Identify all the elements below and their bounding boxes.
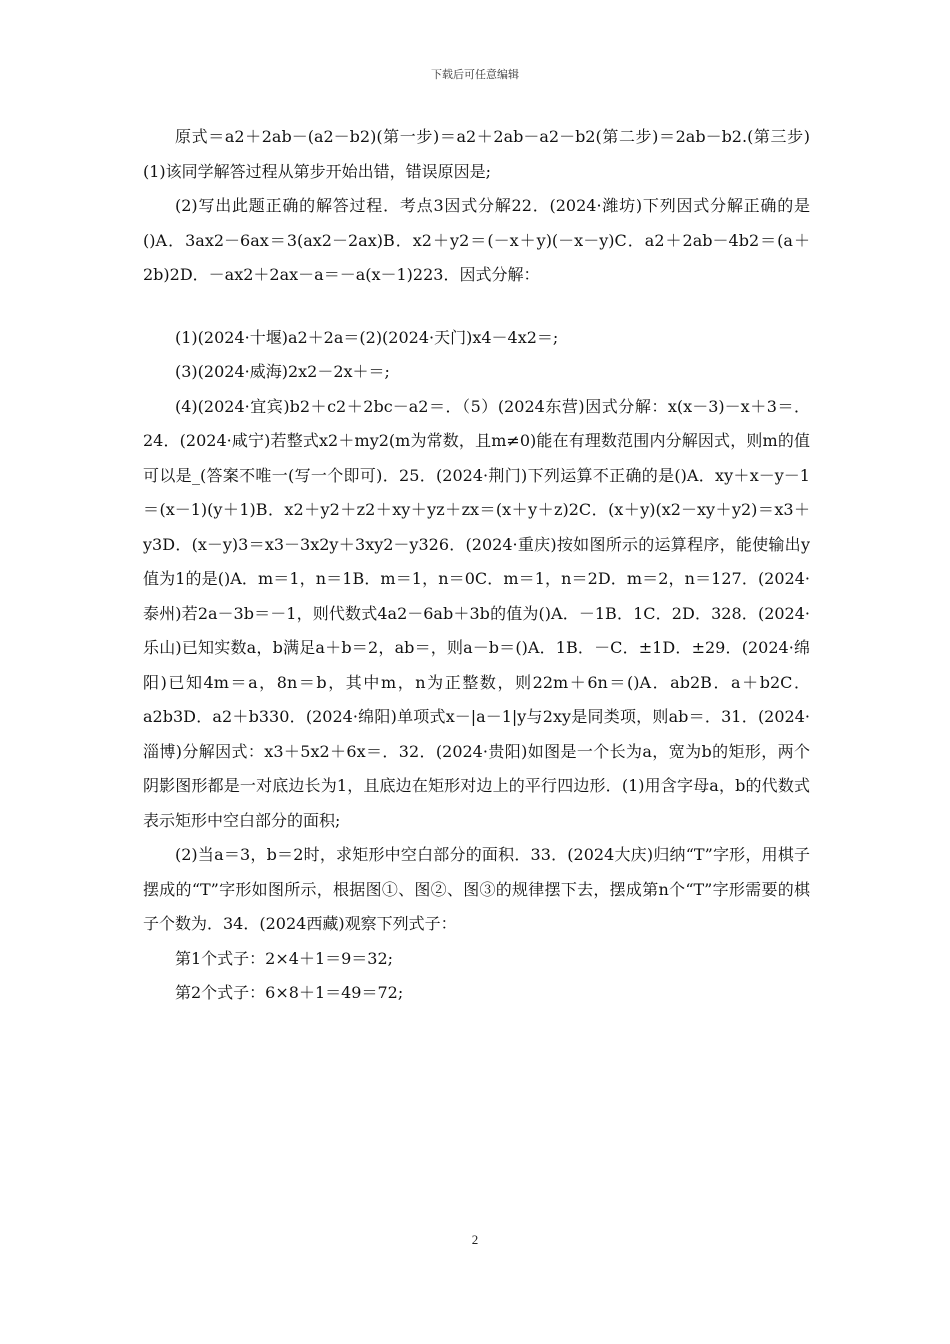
paragraph: 第1个式子：2×4＋1＝9＝32; (175, 948, 394, 968)
page-header: 下载后可任意编辑 (431, 68, 519, 81)
paragraph: (2)当a＝3，b＝2时，求矩形中空白部分的面积．33．(2024大庆)归纳“T”字形，用棋子摆成的“T”字形如图所示，根据图①、图②、图③的规律摆下去，摆成第n个“T”字形需要的棋子个数为．34．(2024西藏)观察下列式子： (143, 845, 810, 933)
document-body (143, 120, 810, 1011)
paragraph: (4)(2024·宜宾)b2＋c2＋2bc－a2＝．（5）(2024东营)因式分解：x(x－3)－x＋3＝．24．(2024·咸宁)若整式x2＋my2(m为常数，且m≠0)能在有理数范围内分解因式，则m的值可以是_(答案不唯一(写一个即可)．25．(2024·荆门)下列运算不正确的是()A．xy＋x－y－1＝(x－1)(y＋1)B．x2＋y2＋z2＋xy＋yz＋zx＝(x＋y＋z)2C．(x＋y)(x2－xy＋y2)＝x3＋y3D．(x－y)3＝x3－3x2y＋3xy2－y326．(2024·重庆)按如图所示的运算程序，能使输出y值为1的是()A．m＝1，n＝1B．m＝1，n＝0C．m＝1，n＝2D．m＝2，n＝127．(2024·泰州)若2a－3b＝－1，则代数式4a2－6ab＋3b的值为()A．－1B．1C．2D．328．(2024·乐山)已知实数a，b满足a＋b＝2，ab＝，则a－b＝()A．1B．－C．±1D．±29．(2024·绵阳)已知4m＝a，8n＝b，其中m，n为正整数，则22m＋6n＝()A．ab2B．a＋b2C．a2b3D．a2＋b330．(2024·绵阳)单项式x－|a－1|y与2xy是同类项，则ab＝．31．(2024·淄博)分解因式：x3＋5x2＋6x＝．32．(2024·贵阳)如图是一个长为a，宽为b的矩形，两个阴影图形都是一对底边长为1，且底边在矩形对边上的平行四边形．(1)用含字母a，b的代数式表示矩形中空白部分的面积; (143, 396, 810, 830)
paragraph: 第2个式子：6×8＋1＝49＝72; (175, 983, 404, 1002)
page-number: 2 (471, 1232, 479, 1247)
paragraph: (3)(2024·威海)2x2－2x＋＝; (175, 362, 390, 381)
paragraph: (1)(2024·十堰)a2＋2a＝(2)(2024·天门)x4－4x2＝; (175, 327, 559, 347)
paragraph: 原式＝a2＋2ab－(a2－b2)(第一步)＝a2＋2ab－a2－b2(第二步)＝2ab－b2.(第三步)(1)该同学解答过程从第步开始出错，错误原因是; (143, 127, 810, 181)
paragraph: (2)写出此题正确的解答过程．考点3因式分解22．(2024·潍坊)下列因式分解正确的是()A．3ax2－6ax＝3(ax2－2ax)B．x2＋y2＝(－x＋y)(－x－y)C．a2＋2ab－4b2＝(a＋2b)2D．－ax2＋2ax－a＝－a(x－1)223．因式分解： (143, 196, 810, 284)
